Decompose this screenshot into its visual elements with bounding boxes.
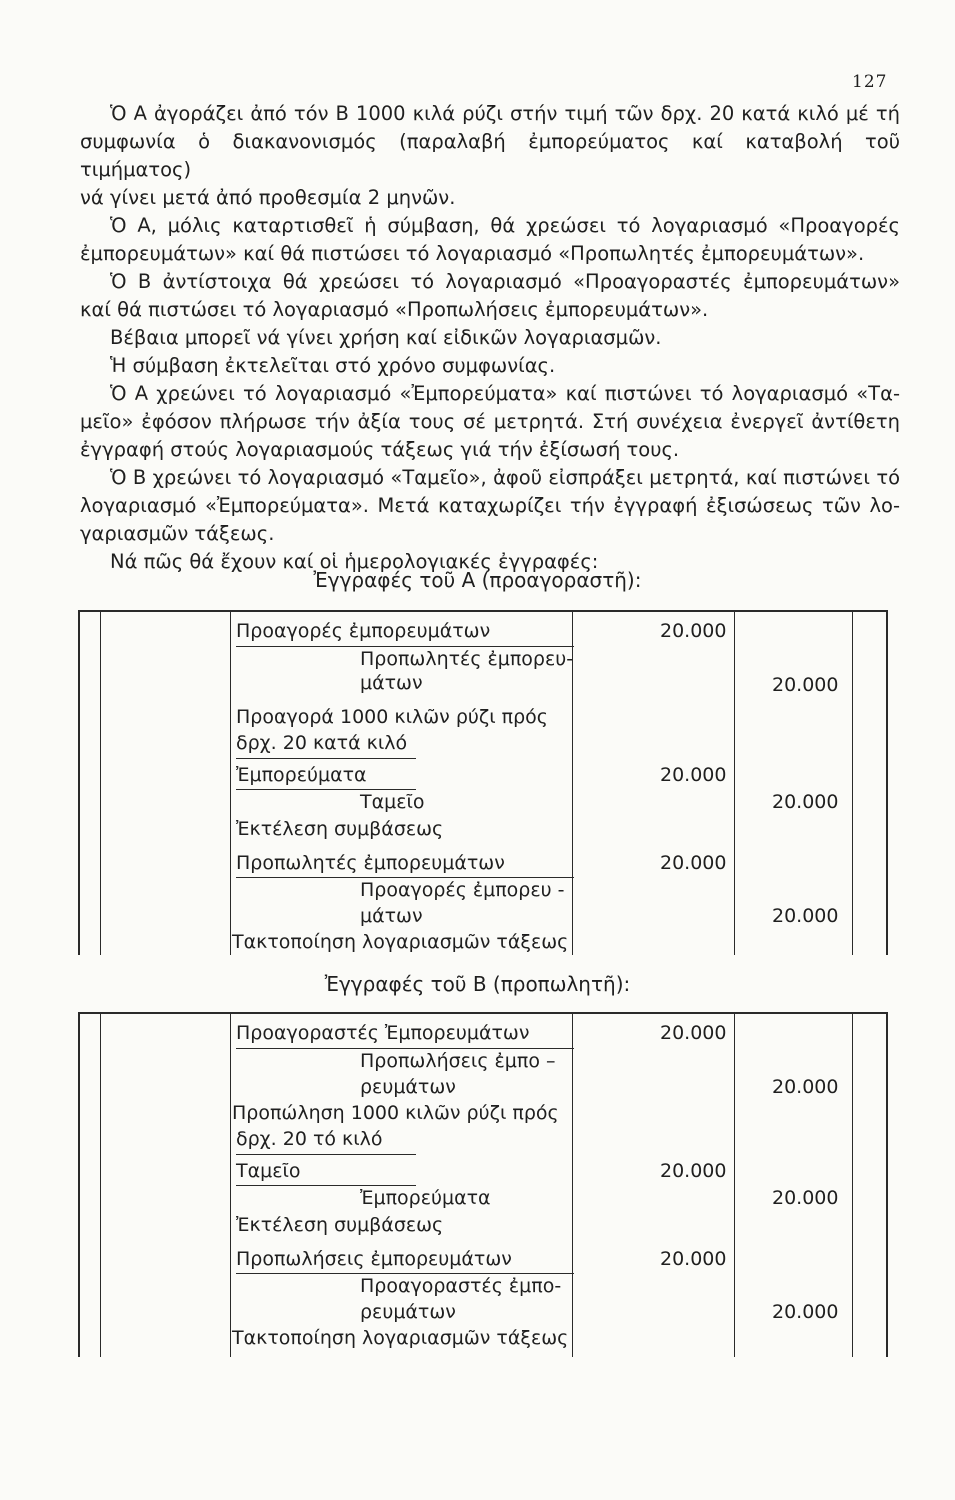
credit-amount: 20.000 [772, 674, 839, 696]
ledger-a [78, 610, 888, 955]
credit-account: μάτων [360, 905, 423, 927]
text-line: συμφωνία ὁ διακανονισμός (παραλαβή ἐμπορεύματος καί καταβολή τοῦ τιμήματος) [80, 130, 900, 181]
entry-description: Προπώληση 1000 κιλῶν ρύζι πρός [232, 1102, 559, 1124]
text-line: γαριασμῶν τάξεως. [80, 522, 275, 545]
text-line: λογαριασμό «Ἐμπορεύματα». Μετά καταχωρίζει τήν ἐγγραφή ἐξισώσεως τῶν λο- [80, 494, 900, 517]
entry-description: δρχ. 20 κατά κιλό [236, 732, 408, 754]
text-line: Ἡ σύμβαση ἐκτελεῖται στό χρόνο συμφωνίας. [110, 354, 556, 377]
debit-account: Προπωλητές ἐμπορευμάτων [236, 852, 505, 874]
text-line: μεῖο» ἐφόσον πλήρωσε τήν ἀξία τους σέ μετρητά. Στή συνέχεια ἐνεργεῖ ἀντίθετη [80, 410, 900, 433]
credit-account: Προπωλητές ἐμπορευ- [360, 648, 574, 670]
credit-account: Ἐμπορεύματα [360, 1187, 491, 1209]
column-divider [100, 612, 101, 955]
column-divider [852, 1014, 853, 1357]
credit-amount: 20.000 [772, 791, 839, 813]
entry-description: Προαγορά 1000 κιλῶν ρύζι πρός [236, 706, 548, 728]
credit-amount: 20.000 [772, 905, 839, 927]
text-line: Βέβαια μπορεῖ νά γίνει χρήση καί εἰδικῶν λογαριασμῶν. [110, 326, 662, 349]
credit-account: Ταμεῖο [360, 791, 425, 813]
text-line: Ὁ Α χρεώνει τό λογαριασμό «Ἐμπορεύματα» καί πιστώνει τό λογαριασμό «Τα- [110, 382, 900, 405]
debit-account: Προαγοραστές Ἐμπορευμάτων [236, 1022, 530, 1044]
entry-rule [236, 758, 416, 759]
debit-amount: 20.000 [660, 1022, 727, 1044]
debit-amount: 20.000 [660, 764, 727, 786]
credit-account: Προπωλήσεις ἐμπο – [360, 1050, 556, 1072]
credit-account: μάτων [360, 672, 423, 694]
text-line: ἐγγραφή στούς λογαριασμούς τάξεως γιά τήν ἐξίσωσή τους. [80, 438, 680, 461]
intro-text [80, 100, 900, 576]
column-divider [100, 1014, 101, 1357]
debit-account: Προαγορές ἐμπορευμάτων [236, 620, 491, 642]
debit-amount: 20.000 [660, 620, 727, 642]
credit-account: Προαγοραστές ἐμπο- [360, 1275, 562, 1297]
credit-amount: 20.000 [772, 1301, 839, 1323]
debit-account: Ταμεῖο [236, 1160, 301, 1182]
entry-description: Τακτοποίηση λογαριασμῶν τάξεως [232, 1327, 569, 1349]
entry-description: Ἐκτέλεση συμβάσεως [236, 1214, 444, 1236]
column-divider [572, 1014, 573, 1357]
credit-account: Προαγορές ἐμπορευ - [360, 879, 565, 901]
credit-account: ρευμάτων [360, 1301, 456, 1323]
page-number: 127 [852, 72, 888, 92]
column-divider [852, 612, 853, 955]
credit-amount: 20.000 [772, 1187, 839, 1209]
text-line: Νά πῶς θά ἔχουν καί οἱ ἡμερολογιακές ἐγγραφές: [110, 550, 599, 573]
credit-account: ρευμάτων [360, 1076, 456, 1098]
text-line: ἐμπορευμάτων» καί θά πιστώσει τό λογαριασμό «Προπωλητές ἐμπορευμάτων». [80, 242, 865, 265]
column-divider [230, 1014, 231, 1357]
section-a-heading: Ἐγγραφές τοῦ Α (προαγοραστῆ): [313, 568, 642, 592]
debit-amount: 20.000 [660, 1248, 727, 1270]
text-line: Ὁ Β ἀντίστοιχα θά χρεώσει τό λογαριασμό «Προαγοραστές ἐμπορευμάτων» [110, 270, 900, 293]
column-divider [734, 1014, 735, 1357]
debit-amount: 20.000 [660, 852, 727, 874]
debit-account: Προπωλήσεις ἐμπορευμάτων [236, 1248, 512, 1270]
credit-amount: 20.000 [772, 1076, 839, 1098]
text-line: Ὁ Α, μόλις καταρτισθεῖ ἡ σύμβαση, θά χρεώσει τό λογαριασμό «Προαγορές [110, 214, 900, 237]
entry-description: Ἐκτέλεση συμβάσεως [236, 818, 444, 840]
entry-rule [236, 1154, 416, 1155]
column-divider [230, 612, 231, 955]
ledger-b [78, 1012, 888, 1357]
debit-amount: 20.000 [660, 1160, 727, 1182]
debit-account: Ἐμπορεύματα [236, 764, 367, 786]
section-b-heading: Ἐγγραφές τοῦ Β (προπωλητῆ): [324, 972, 631, 996]
text-line: Ὁ Β χρεώνει τό λογαριασμό «Ταμεῖο», ἀφοῦ εἰσπράξει μετρητά, καί πιστώνει τό [110, 466, 900, 489]
entry-description: δρχ. 20 τό κιλό [236, 1128, 383, 1150]
text-line: καί θά πιστώσει τό λογαριασμό «Προπωλήσεις ἐμπορευμάτων». [80, 298, 709, 321]
entry-description: Τακτοποίηση λογαριασμῶν τάξεως [232, 931, 569, 953]
column-divider [734, 612, 735, 955]
text-line: Ὁ Α ἀγοράζει ἀπό τόν Β 1000 κιλά ρύζι στήν τιμή τῶν δρχ. 20 κατά κιλό μέ τή [110, 102, 900, 125]
text-line: νά γίνει μετά ἀπό προθεσμία 2 μηνῶν. [80, 186, 456, 209]
